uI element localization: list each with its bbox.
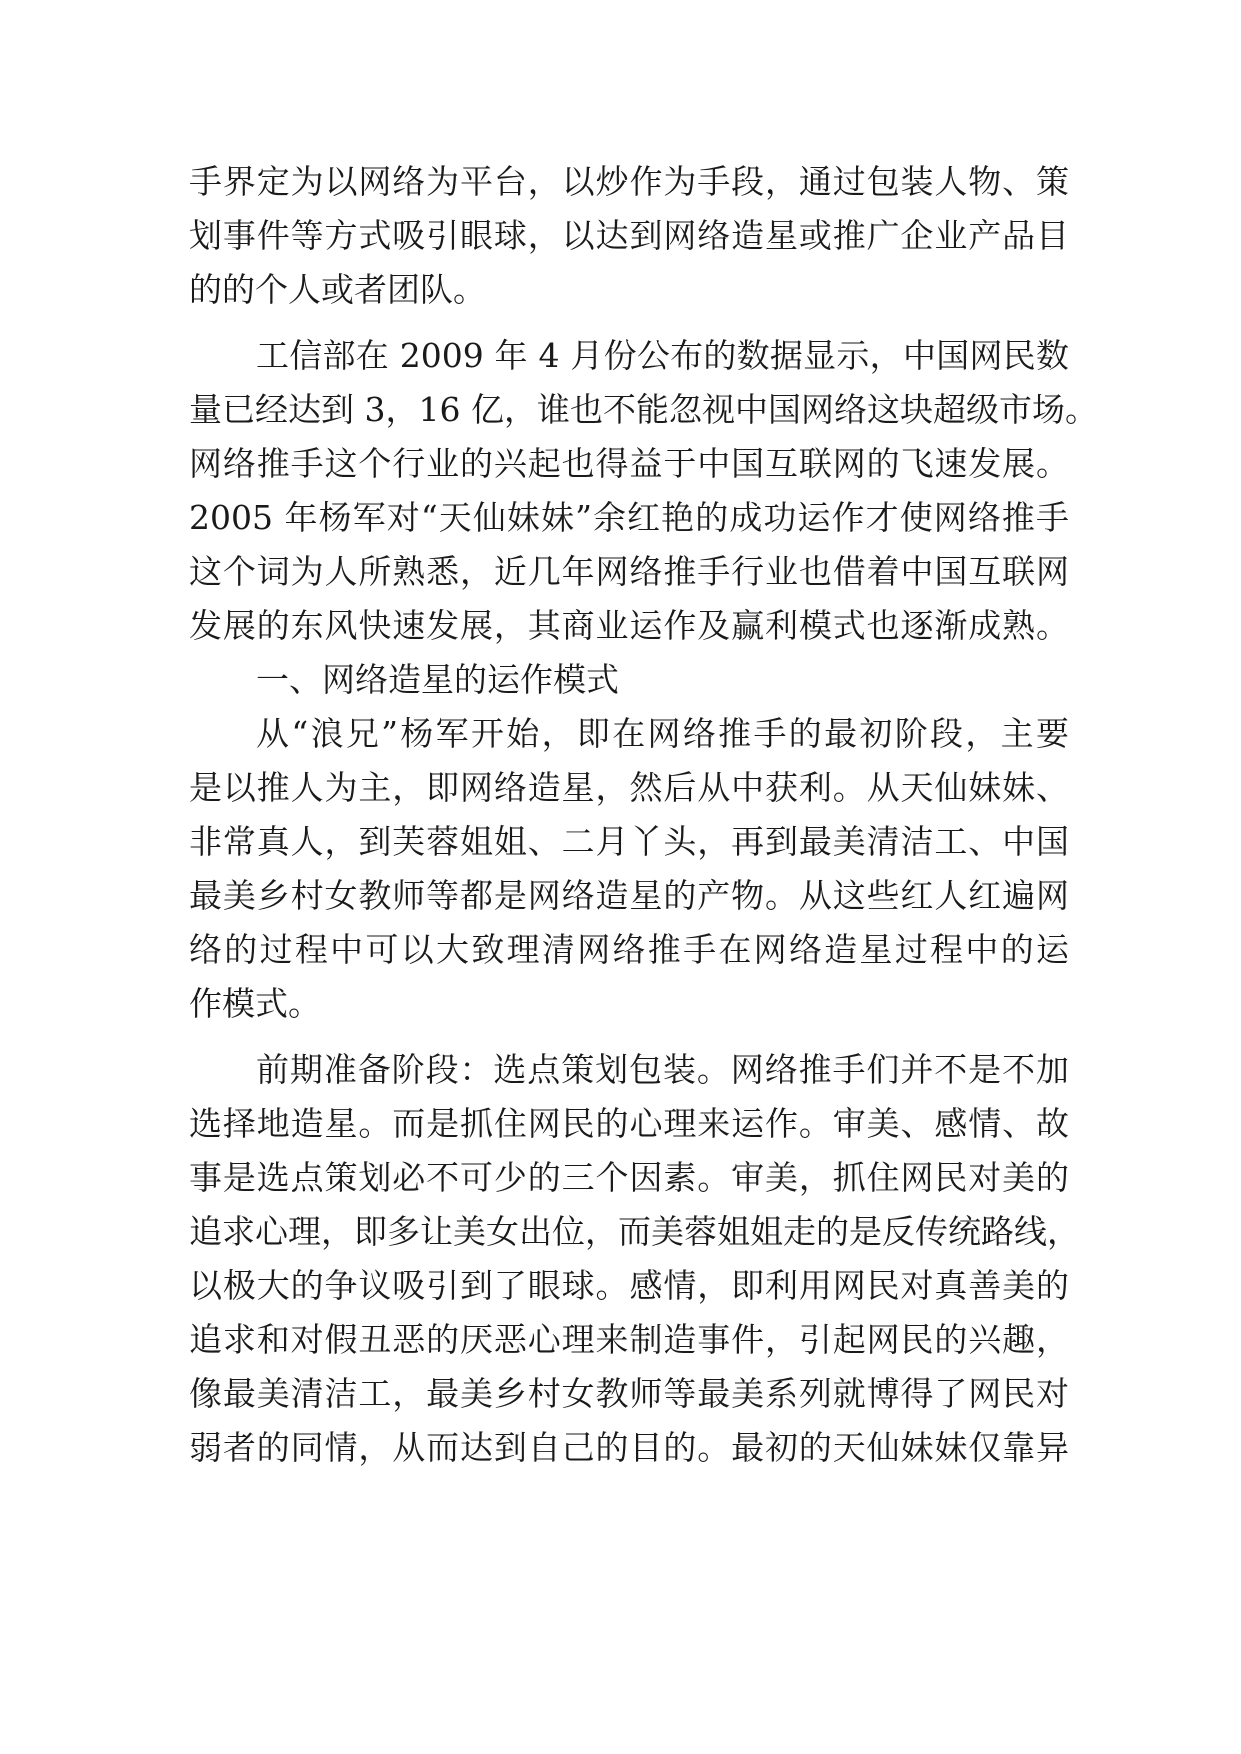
paragraph-statistics: [189, 329, 1098, 653]
text-line: 非常真人，到芙蓉姐姐、二月丫头，再到最美清洁工、中国: [189, 822, 1069, 861]
text-line: 发展的东风快速发展，其商业运作及赢利模式也逐渐成熟。: [189, 606, 1069, 645]
text-line: 追求和对假丑恶的厌恶心理来制造事件，引起网民的兴趣，: [189, 1320, 1069, 1359]
section-heading-text: 一、网络造星的运作模式: [256, 660, 619, 699]
paragraph-preparation: [189, 1043, 1080, 1475]
text-line: 这个词为人所熟悉，近几年网络推手行业也借着中国互联网: [189, 552, 1069, 591]
text-line: 网络推手这个行业的兴起也得益于中国互联网的飞速发展。: [189, 444, 1069, 483]
text-line: 手界定为以网络为平台，以炒作为手段，通过包装人物、策: [189, 162, 1069, 201]
section-heading: [189, 653, 1069, 707]
paragraph-origins: [189, 707, 1069, 1031]
document-body: [189, 155, 1098, 1475]
text-line: 像最美清洁工，最美乡村女教师等最美系列就博得了网民对: [189, 1374, 1069, 1413]
text-line: 量已经达到 3，16 亿，谁也不能忽视中国网络这块超级市场。: [189, 390, 1098, 429]
text-line: 工信部在 2009 年 4 月份公布的数据显示，中国网民数: [256, 336, 1069, 375]
text-line: 选择地造星。而是抓住网民的心理来运作。审美、感情、故: [189, 1104, 1069, 1143]
text-line: 从“浪兄”杨军开始，即在网络推手的最初阶段，主要: [256, 714, 1069, 753]
text-line: 弱者的同情，从而达到自己的目的。最初的天仙妹妹仅靠异: [189, 1428, 1069, 1467]
text-line: 最美乡村女教师等都是网络造星的产物。从这些红人红遍网: [189, 876, 1069, 915]
text-line: 作模式。: [189, 984, 321, 1023]
text-line: 前期准备阶段：选点策划包装。网络推手们并不是不加: [256, 1050, 1069, 1089]
text-line: 追求心理，即多让美女出位，而美蓉姐姐走的是反传统路线，: [189, 1212, 1080, 1251]
text-line: 划事件等方式吸引眼球，以达到网络造星或推广企业产品目: [189, 216, 1069, 255]
paragraph-definition: [189, 155, 1069, 317]
text-line: 2005 年杨军对“天仙妹妹”余红艳的成功运作才使网络推手: [189, 498, 1069, 537]
text-line: 络的过程中可以大致理清网络推手在网络造星过程中的运: [189, 930, 1069, 969]
text-line: 以极大的争议吸引到了眼球。感情，即利用网民对真善美的: [189, 1266, 1069, 1305]
text-line: 事是选点策划必不可少的三个因素。审美，抓住网民对美的: [189, 1158, 1069, 1197]
text-line: 的的个人或者团队。: [189, 270, 486, 309]
text-line: 是以推人为主，即网络造星，然后从中获利。从天仙妹妹、: [189, 768, 1069, 807]
